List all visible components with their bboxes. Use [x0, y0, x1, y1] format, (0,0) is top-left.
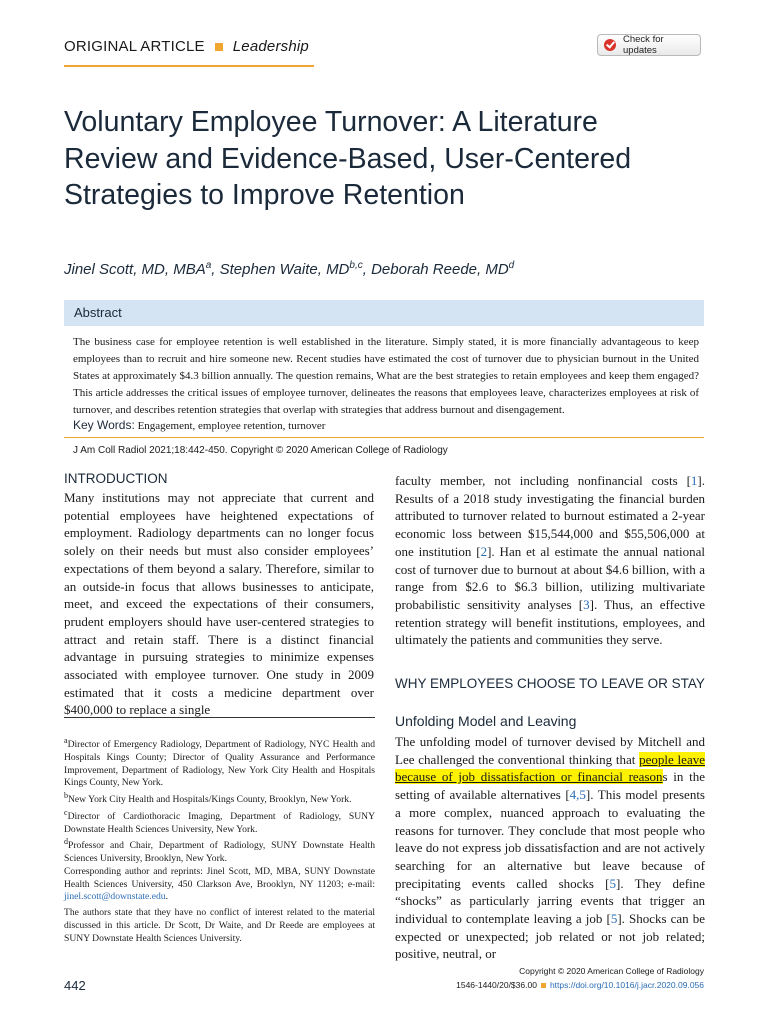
body-paragraph [395, 472, 705, 649]
abstract-divider [64, 437, 704, 438]
corresponding-author: Corresponding author and reprints: Jinel Scott, MD, MBA, SUNY Downstate Health Sciences University, 450 Clarkson Ave, Brooklyn, NY 11203; e-mail: jinel.scott@downstate.edu. [64, 866, 375, 903]
footnote-text: Professor and Chair, Department of Radiology, SUNY Downstate Health Sciences University, Brooklyn, New York. [64, 840, 375, 865]
keywords-value: Engagement, employee retention, turnover [137, 420, 326, 432]
footnotes [64, 735, 375, 945]
author-name: Stephen Waite, MD [219, 261, 350, 278]
footnote-rule [64, 717, 375, 718]
check-for-updates-button[interactable] [597, 34, 701, 56]
header-rule [64, 65, 314, 67]
abstract-text: The business case for employee retention is well established in the literature. Simply stated, it is more financially advantageous to keep employees than to recruit and hire someone new. Recent studies have estimated the cost of turnover due to physician burnout in the United States at approximately $4.3 billion annually. The question remains, What are the best strategies to retain employees and keep them engaged? This article addresses the critical issues of employee turnover, delineates the reasons that employees leave, characterizes employees at risk of turnover, and describes retention strategies that overlap with strategies that address burnout and disengagement. [73, 336, 699, 416]
footnote-a: $^a$Director of Emergency Radiology, Department of Radiology, NYC Health and Hospitals Kings County; Director of Quality Assurance and Performance Improvement, Department of Radiology, New York City Health and Hospitals Kings County, New York. [64, 736, 375, 789]
body-text: s in the setting of available alternatives [ [395, 769, 705, 803]
separator-square-icon [541, 983, 546, 988]
author-affiliation: b,c [349, 260, 363, 271]
reference-link[interactable]: 4,5 [569, 787, 586, 803]
footnote-text: Corresponding author and reprints: Jinel Scott, MD, MBA, SUNY Downstate Health Sciences University, 450 Clarkson Ave, Brooklyn, NY 11203; e-mail: [64, 866, 375, 890]
footnote-b: $^b$New York City Health and Hospitals/Kings County, Brooklyn, New York. [64, 791, 352, 806]
keywords [73, 418, 325, 432]
footnote-text: The authors state that they have no conflict of interest related to the material discussed in this article. Dr Scott, Dr Waite, and Dr Reede are employees at SUNY Downstate Health Sciences University. [64, 907, 375, 944]
footer-issn-doi [456, 980, 704, 990]
footnote-d: $^d$Professor and Chair, Department of Radiology, SUNY Downstate Health Sciences University, Brooklyn, New York. [64, 837, 375, 865]
reference-link[interactable]: 3 [583, 596, 590, 612]
author-affiliation: a [205, 260, 212, 271]
author-name: Jinel Scott, MD, MBA [64, 261, 206, 278]
article-type-label: ORIGINAL ARTICLE [64, 38, 205, 55]
footnote-text: New York City Health and Hospitals/Kings County, Brooklyn, New York. [68, 794, 352, 806]
separator-square-icon [215, 43, 223, 51]
doi-link[interactable]: https://doi.org/10.1016/j.jacr.2020.09.056 [549, 980, 704, 990]
body-text: ]. They define “shocks” as particularly jarring events that trigger an individual to contemplate leaving a job [ [395, 875, 705, 927]
body-text: ]. Han et al estimate the annual national cost of turnover due to burnout at about $4.6 billion, with a range from $2.6 to $6.3 billion, utilizing multivariate probabilistic sensitivity analyses [ [395, 543, 705, 612]
body-text: The unfolding model of turnover devised by Mitchell and Lee challenged the conventional thinking that [395, 734, 705, 767]
reference-link[interactable]: 5 [609, 875, 617, 891]
unfolding-model-subheading: Unfolding Model and Leaving [395, 713, 577, 729]
footnote-c: $^c$Director of Cardiothoracic Imaging, Department of Radiology, SUNY Downstate Health Sciences University, New York. [64, 807, 375, 835]
issn: 1546-1440/20/$36.00 [456, 980, 537, 990]
author-name: Deborah Reede, MD [371, 261, 509, 278]
body-text: ]. Results of a 2018 study investigating the financial burden attributed to turnover related to burnout estimated a 2-year economic loss between $15,544,000 and $55,506,000 at one institution [ [395, 473, 705, 559]
email-link[interactable]: jinel.scott@downstate.edu [64, 891, 166, 903]
intro-heading: INTRODUCTION [64, 471, 168, 486]
intro-paragraph: Many institutions may not appreciate that current and potential employees have heightened expectations of employment. Radiology departments can no longer focus solely on their needs but must also consider employees’ expectations of them beyond a salary. Therefore, similar to an outside-in focus that allows businesses to anticipate, meet, and exceed the expectations of their consumers, prudent employers should have user-centered strategies to attract and retain staff. There is a distinct financial advantage in pursuing strategies to minimize expenses associated with employee turnover. One study in 2009 estimated that it costs a medicine department over $400,000 to replace a single [64, 490, 374, 718]
footnote-text: Director of Cardiothoracic Imaging, Department of Radiology, SUNY Downstate Health Sciences University, New York. [64, 811, 375, 835]
body-text: ]. Shocks can be expected or unexpected; job related or not job related; positive, neutral, or [395, 911, 705, 962]
reference-link[interactable]: 1 [690, 473, 698, 488]
check-updates-icon [604, 39, 616, 51]
footer-copyright: Copyright © 2020 American College of Radiology [519, 966, 704, 976]
author-list: Jinel Scott, MD, MBA$^a$, Stephen Waite, MD$^{b,c}$, Deborah Reede, $MD^d$ [64, 260, 515, 278]
citation-line: J Am Coll Radiol 2021;18:442-450. Copyright © 2020 American College of Radiology [73, 445, 448, 456]
article-type-header [64, 38, 309, 55]
disclosure [64, 907, 375, 945]
reference-link[interactable]: 2 [480, 543, 488, 559]
reference-link[interactable]: 5 [610, 911, 618, 927]
highlighted-text[interactable]: people leave because of job dissatisfaction or financial reason [395, 751, 705, 785]
footnote-text: Director of Emergency Radiology, Department of Radiology, NYC Health and Hospitals Kings County; Director of Quality Assurance and Performance Improvement, Department of Radiology, New York City Health and Hospitals Kings County, New York. [64, 739, 375, 789]
page-number: 442 [64, 978, 86, 993]
abstract-heading: Abstract [64, 300, 704, 326]
author-affiliation: d [508, 260, 515, 271]
why-employees-heading: WHY EMPLOYEES CHOOSE TO LEAVE OR STAY [395, 676, 705, 691]
check-updates-label: Check for updates [623, 34, 664, 56]
unfolding-model-paragraph [395, 733, 705, 963]
body-text: ]. Thus, an effective retention strategy will benefit institutions, employees, and ultimately the patients and communities they serve. [395, 596, 705, 648]
keywords-label: Key Words: [73, 418, 135, 432]
article-title: Voluntary Employee Turnover: A Literature Review and Evidence-Based, User-Centered Strategies to Improve Retention [64, 106, 632, 211]
body-text: ]. This model presents a more complex, nuanced approach to evaluating the reasons for turnover. They conclude that most people who leave do not express job dissatisfaction and are not actively searching for an alternative but leave because of precipitating events called shocks [ [395, 787, 705, 891]
body-text: faculty member, not including nonfinancial costs [ [395, 473, 691, 488]
section-label: Leadership [232, 38, 309, 55]
